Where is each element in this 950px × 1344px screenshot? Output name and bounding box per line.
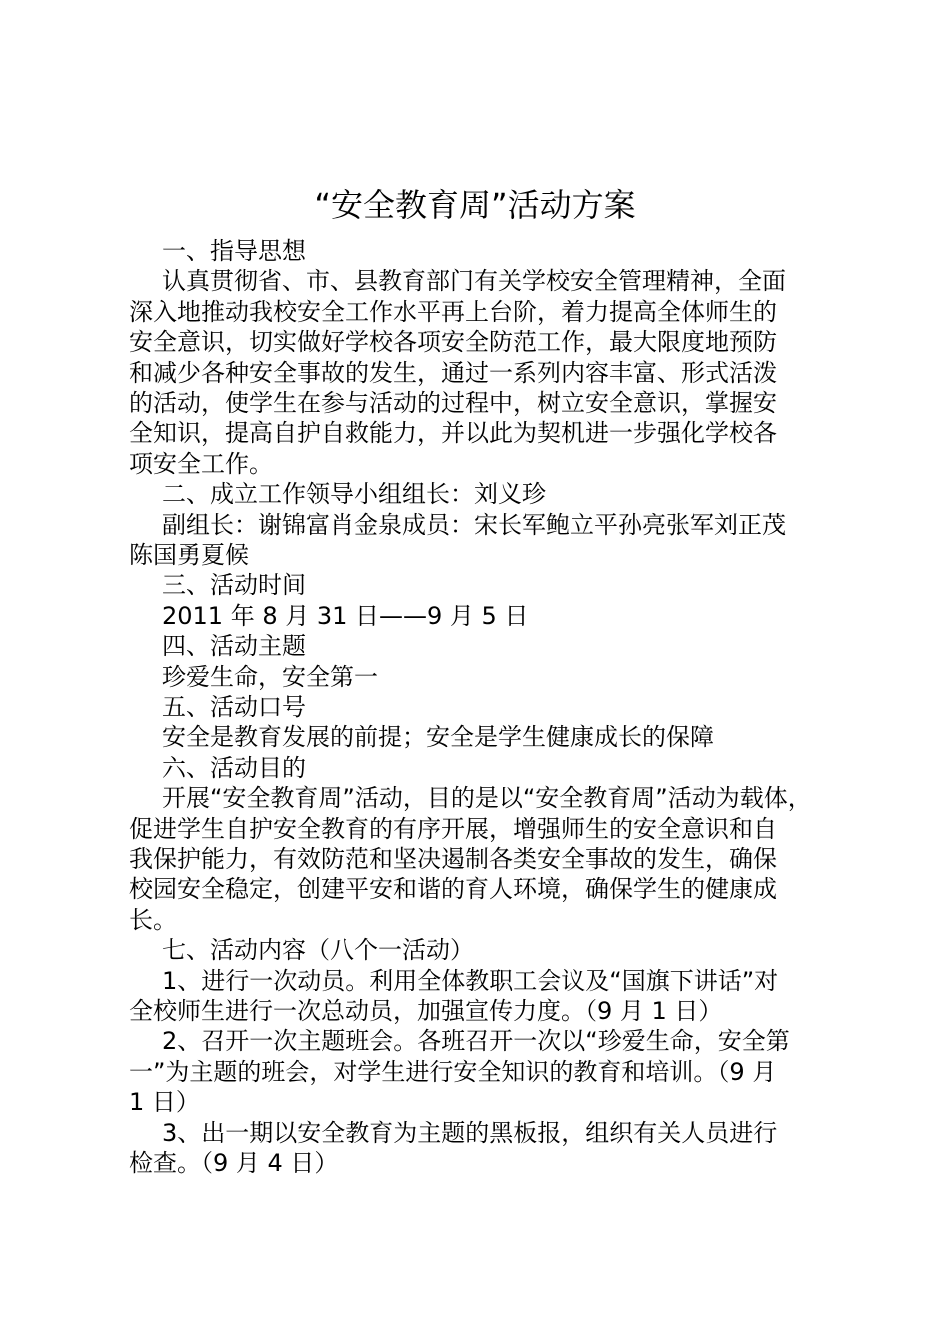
paragraph-line: 的活动，使学生在参与活动的过程中，树立安全意识，掌握安 (129, 389, 777, 417)
paragraph-line: 检查。（9 月 4 日） (129, 1149, 339, 1177)
paragraph-line: 全知识，提高自护自救能力，并以此为契机进一步强化学校各 (129, 419, 777, 447)
paragraph-line: 校园安全稳定，创建平安和谐的育人环境，确保学生的健康成 (129, 875, 777, 903)
activity-slogan: 安全是教育发展的前提；安全是学生健康成长的保障 (162, 723, 714, 751)
heading-guiding-ideology: 一、指导思想 (162, 237, 306, 265)
paragraph-line: 促进学生自护安全教育的有序开展，增强师生的安全意识和自 (129, 815, 777, 843)
paragraph-line: 项安全工作。 (129, 450, 273, 478)
list-item: 3、出一期以安全教育为主题的黑板报，组织有关人员进行 (162, 1119, 778, 1147)
paragraph-line: 认真贯彻省、市、县教育部门有关学校安全管理精神，全面 (162, 267, 786, 295)
paragraph-line: 开展“安全教育周”活动，目的是以“安全教育周”活动为载体， (162, 784, 812, 812)
heading-activity-content: 七、活动内容（八个一活动） (162, 936, 474, 964)
paragraph-line: 安全意识，切实做好学校各项安全防范工作，最大限度地预防 (129, 328, 777, 356)
activity-date-range: 2011 年 8 月 31 日——9 月 5 日 (162, 602, 529, 630)
heading-activity-time: 三、活动时间 (162, 571, 306, 599)
paragraph-line: 长。 (129, 906, 177, 934)
paragraph-line: 一”为主题的班会，对学生进行安全知识的教育和培训。（9 月 (129, 1058, 777, 1086)
paragraph-line: 我保护能力，有效防范和坚决遏制各类安全事故的发生，确保 (129, 845, 777, 873)
paragraph-line: 深入地推动我校安全工作水平再上台阶，着力提高全体师生的 (129, 298, 777, 326)
activity-theme: 珍爱生命，安全第一 (162, 663, 378, 691)
paragraph-line: 和减少各种安全事故的发生，通过一系列内容丰富、形式活泼 (129, 359, 777, 387)
heading-activity-theme: 四、活动主题 (162, 632, 306, 660)
document-title: “安全教育周”活动方案 (314, 186, 636, 224)
heading-activity-slogan: 五、活动口号 (162, 693, 306, 721)
paragraph-line: 副组长：谢锦富肖金泉成员：宋长军鲍立平孙亮张军刘正茂 (162, 511, 786, 539)
paragraph-line: 陈国勇夏候 (129, 541, 249, 569)
paragraph-line: 全校师生进行一次总动员，加强宣传力度。（9 月 1 日） (129, 997, 723, 1025)
heading-activity-purpose: 六、活动目的 (162, 754, 306, 782)
list-item: 2、召开一次主题班会。各班召开一次以“珍爱生命，安全第 (162, 1027, 790, 1055)
paragraph-line: 1 日） (129, 1088, 200, 1116)
list-item: 1、进行一次动员。利用全体教职工会议及“国旗下讲话”对 (162, 967, 779, 995)
heading-leadership-group: 二、成立工作领导小组组长：刘义珍 (162, 480, 546, 508)
